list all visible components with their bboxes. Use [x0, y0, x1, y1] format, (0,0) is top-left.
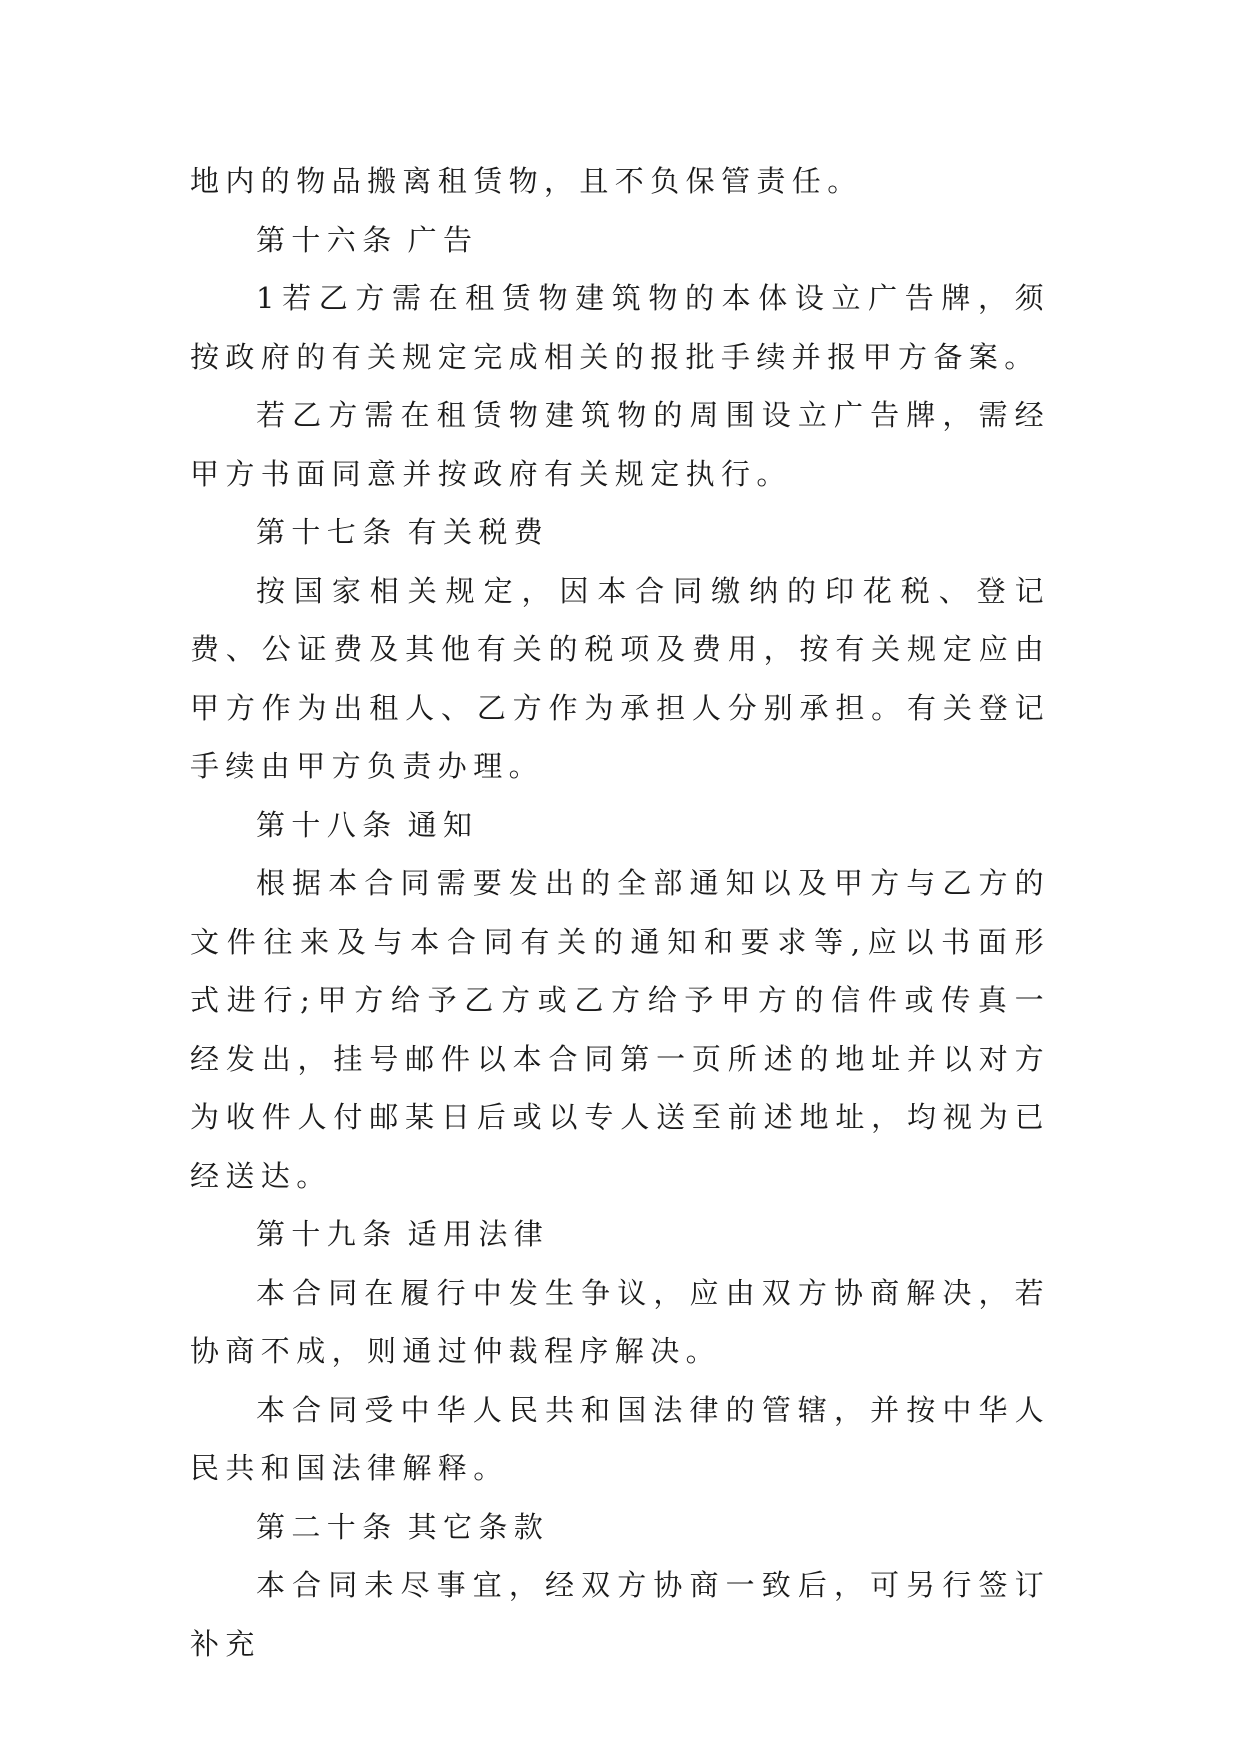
- paragraph: 本合同受中华人民共和国法律的管辖，并按中华人民共和国法律解释。: [190, 1392, 1050, 1485]
- paragraph: 1若乙方需在租赁物建筑物的本体设立广告牌，须按政府的有关规定完成相关的报批手续并报甲方备案。: [190, 281, 1050, 374]
- article-heading: [190, 211, 1050, 270]
- article-title: 适用法律: [407, 1217, 550, 1251]
- article-title: 其它条款: [407, 1509, 550, 1544]
- article-number: 第二十条: [256, 1509, 398, 1544]
- article-title: 有关税费: [407, 515, 550, 549]
- paragraph: 按国家相关规定，因本合同缴纳的印花税、登记费、公证费及其他有关的税项及费用，按有关规定应由甲方作为出租人、乙方作为承担人分别承担。有关登记手续由甲方负责办理。: [190, 573, 1050, 783]
- article-heading: [190, 1205, 1050, 1264]
- paragraph: 根据本合同需要发出的全部通知以及甲方与乙方的文件往来及与本合同有关的通知和要求等,应以书面形式进行;甲方给予乙方或乙方给予甲方的信件或传真一经发出，挂号邮件以本合同第一页所述的地址并以对方为收件人付邮某日后或以专人送至前述地址，均视为已经送达。: [190, 866, 1050, 1193]
- article-heading: [190, 1498, 1050, 1557]
- article-number: 第十七条: [256, 515, 398, 549]
- article-number: 第十六条: [256, 222, 398, 257]
- article-number: 第十九条: [256, 1217, 398, 1251]
- article-number: 第十八条: [256, 807, 398, 842]
- article-heading: [190, 503, 1050, 562]
- paragraph: 本合同未尽事宜，经双方协商一致后，可另行签订补充: [190, 1568, 1050, 1661]
- paragraph: 本合同在履行中发生争议，应由双方协商解决，若协商不成，则通过仲裁程序解决。: [190, 1275, 1050, 1368]
- paragraph: 若乙方需在租赁物建筑物的周围设立广告牌，需经甲方书面同意并按政府有关规定执行。: [190, 398, 1050, 491]
- article-title: 广告: [407, 222, 479, 257]
- document-body: [190, 152, 1050, 1673]
- article-title: 通知: [407, 807, 479, 842]
- article-heading: [190, 796, 1050, 855]
- paragraph: 地内的物品搬离租赁物，且不负保管责任。: [190, 164, 863, 198]
